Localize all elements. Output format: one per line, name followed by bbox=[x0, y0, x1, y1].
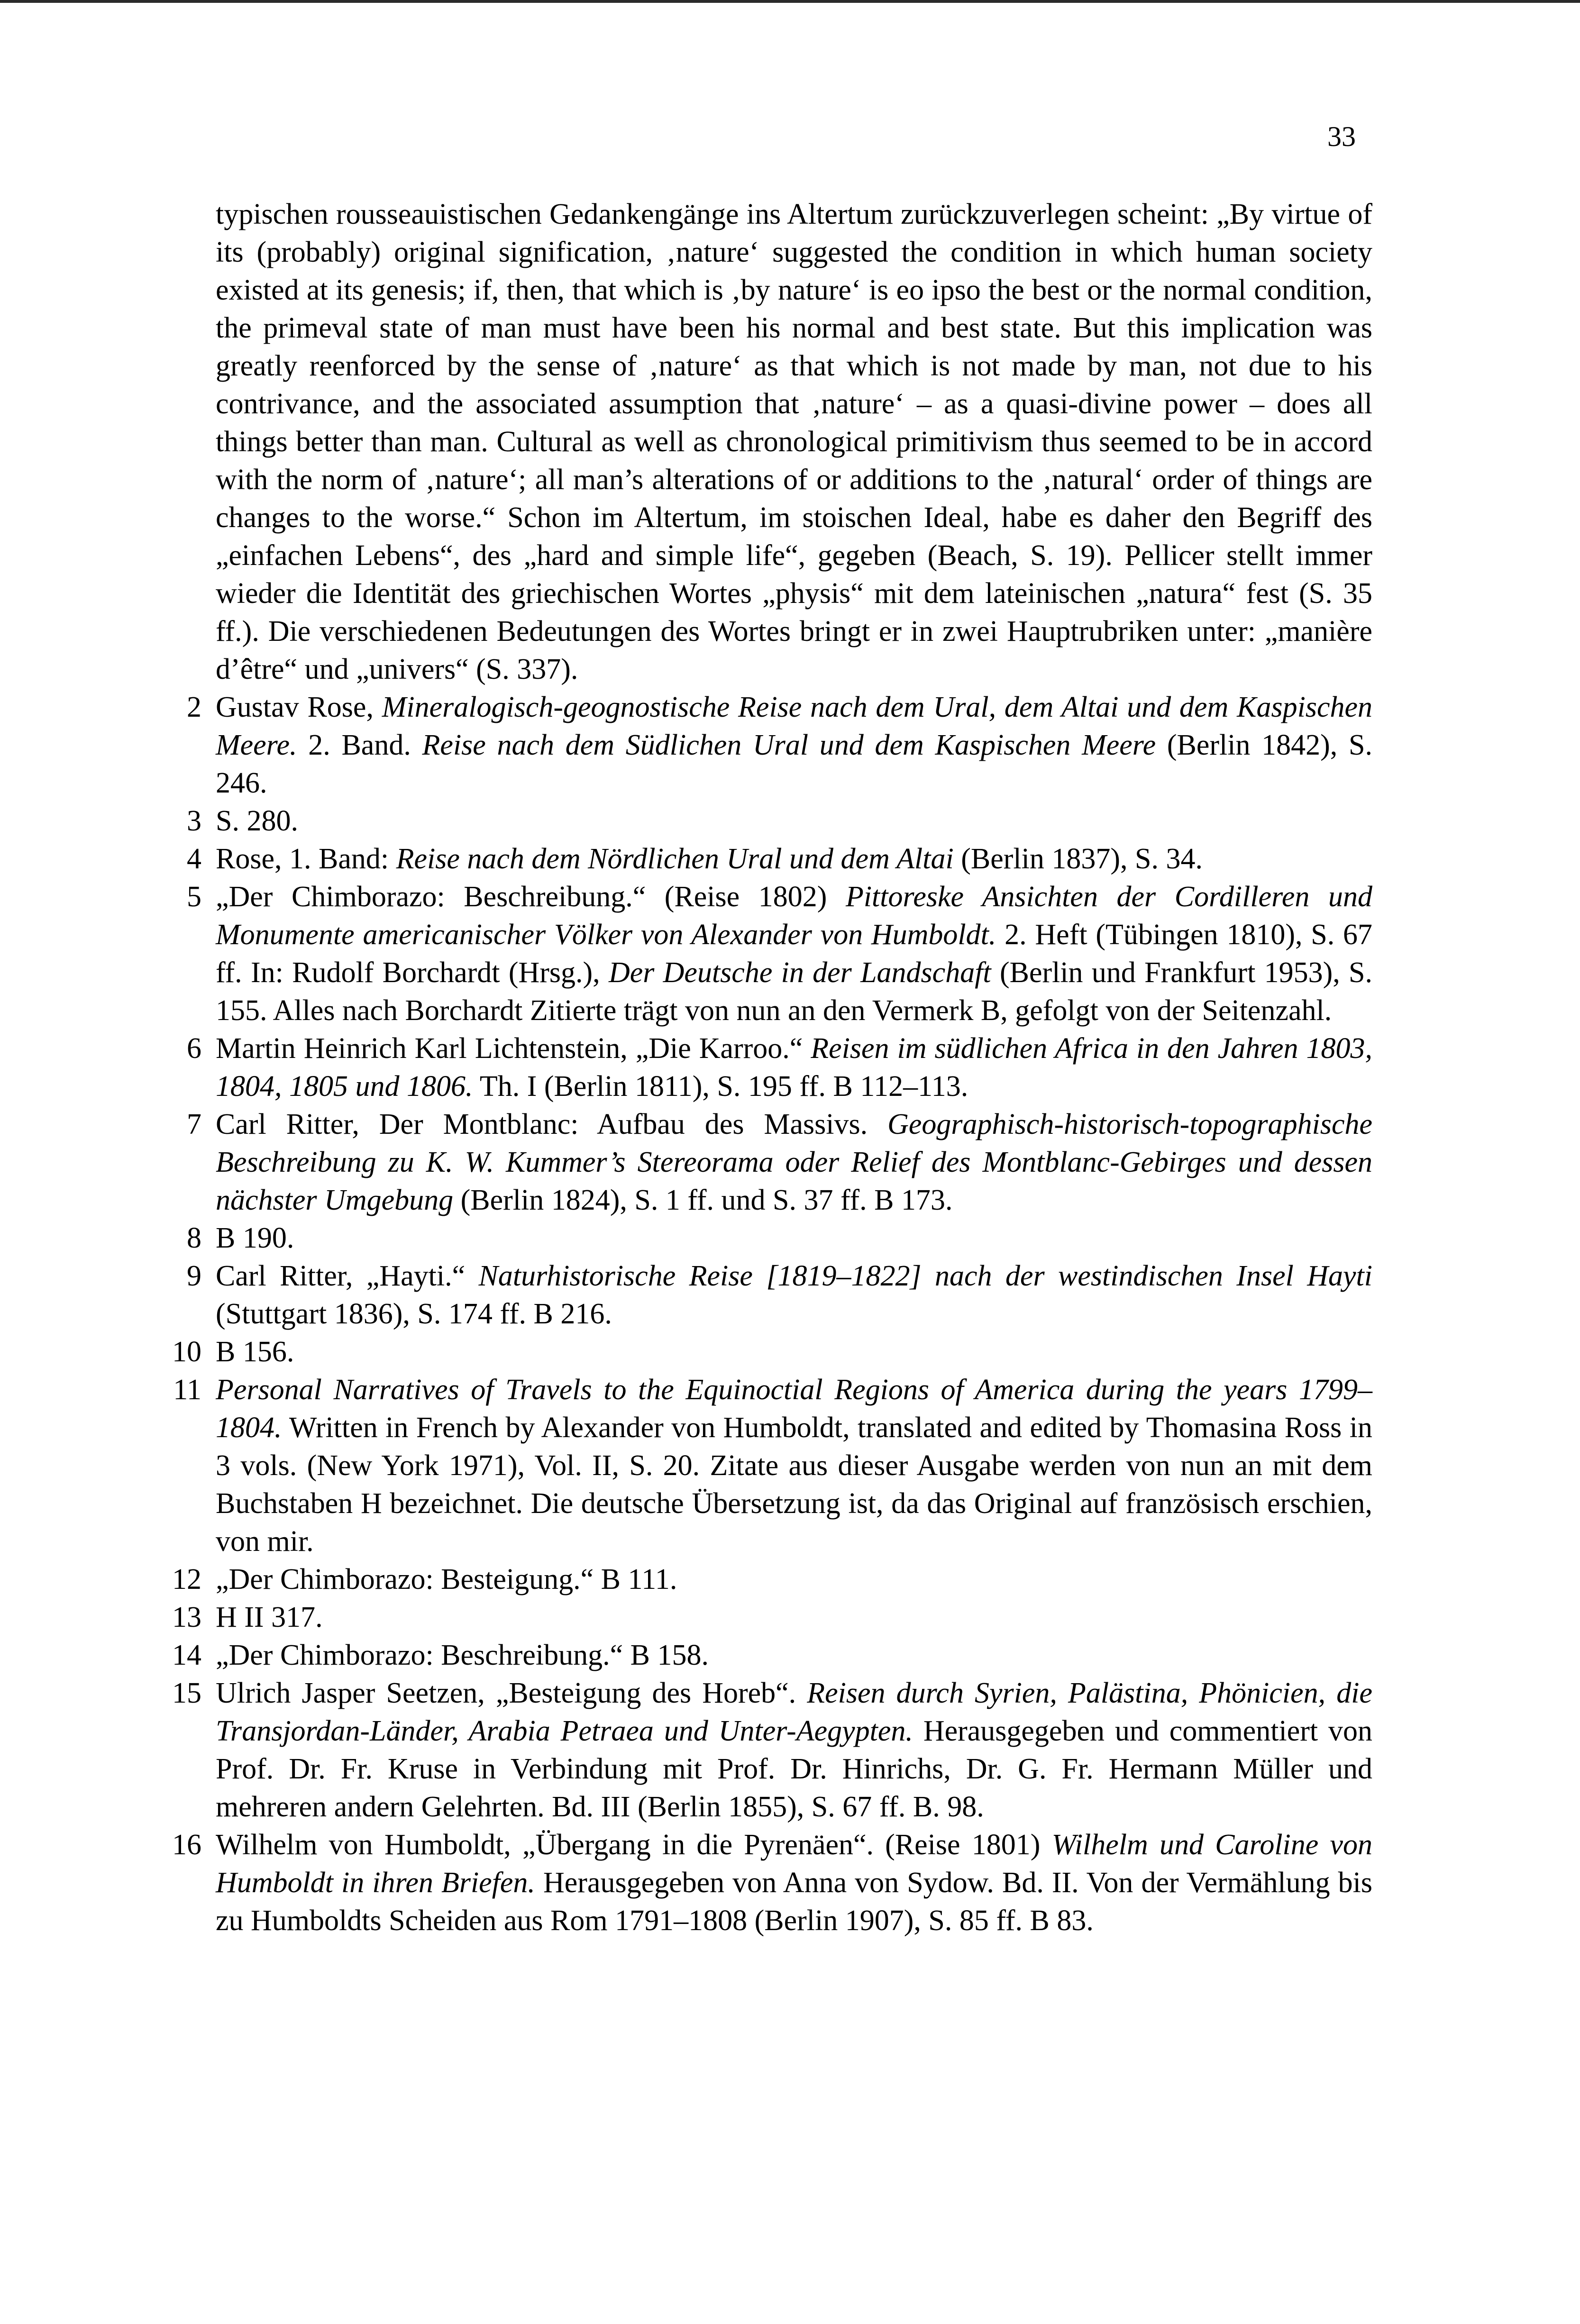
footnote-text bbox=[216, 1560, 1372, 1598]
footnote-text bbox=[216, 1219, 1372, 1257]
footnote-number: 5 bbox=[187, 881, 201, 913]
footnote-text-segment: Herausgegeben von Anna von Sydow. Bd. II. Von der Vermählung bis zu Humboldts Scheiden aus Rom 1791–1808 (Berlin 1907), S. 85 ff. B 83. bbox=[216, 1867, 1372, 1937]
footnote-title-italic: Reise nach dem Nördlichen Ural und dem Altai bbox=[396, 843, 954, 875]
footnote-title-italic: Reisen im südlichen Africa in den Jahren 1803, 1804, 1805 und 1806. bbox=[216, 1032, 1372, 1103]
footnote-text bbox=[216, 1674, 1372, 1826]
footnote-text-segment: (Berlin 1837), S. 34. bbox=[953, 843, 1203, 875]
footnote-text bbox=[216, 1333, 1372, 1371]
footnote-number: 13 bbox=[172, 1601, 201, 1633]
footnote-text bbox=[216, 688, 1372, 802]
footnote-number: 16 bbox=[172, 1829, 201, 1861]
footnote-item bbox=[187, 1030, 1372, 1105]
footnote-item bbox=[173, 1371, 1372, 1560]
footnote-text-segment: B 190. bbox=[216, 1222, 294, 1254]
footnote-item bbox=[172, 1598, 1372, 1636]
footnote-text-segment: B 156. bbox=[216, 1336, 294, 1368]
footnote-title-italic: Wilhelm und Caroline von Humboldt in ihren Briefen. bbox=[216, 1829, 1372, 1899]
footnote-text bbox=[216, 1105, 1372, 1219]
footnote-number: 7 bbox=[187, 1108, 201, 1140]
footnote-text-segment: „Der Chimborazo: Beschreibung.“ B 158. bbox=[216, 1639, 709, 1671]
footnote-number: 15 bbox=[172, 1677, 201, 1709]
footnote-text-segment: „Der Chimborazo: Besteigung.“ B 111. bbox=[216, 1563, 677, 1595]
footnote-item bbox=[187, 1257, 1372, 1333]
footnote-text-segment: Gustav Rose, bbox=[216, 691, 382, 723]
footnote-number: 6 bbox=[187, 1032, 201, 1065]
footnote-number: 8 bbox=[187, 1222, 201, 1254]
footnote-title-italic: Geographisch-historisch-topographische Beschreibung zu K. W. Kummer’s Stereorama oder Relief des Montblanc-Gebirges und dessen nächster Umgebung bbox=[216, 1108, 1372, 1216]
footnote-text-segment: Ulrich Jasper Seetzen, „Besteigung des Horeb“. bbox=[216, 1677, 807, 1709]
footnote-item bbox=[187, 1219, 1372, 1257]
footnote-item bbox=[172, 1636, 1372, 1674]
continued-footnote-text: typischen rousseauistischen Gedankengänge ins Altertum zurückzuverlegen scheint: „By virtue of its (probably) original signification, ‚nature‘ suggested the condition in which human society existed at its genesis; if, then, that which is ‚by nature‘ is eo ipso the best or the normal condition, the primeval state of man must have been his normal and best state. But this implication was greatly reenforced by the sense of ‚nature‘ as that which is not made by man, not due to his contrivance, and the associated assumption that ‚nature‘ – as a quasi-divine power – does all things better than man. Cultural as well as chronological primitivism thus seemed to be in accord with the norm of ‚nature‘; all man’s alterations of or additions to the ‚natural‘ order of things are changes to the worse.“ Schon im Altertum, im stoischen Ideal, habe es daher den Begriff des „einfachen Lebens“, des „hard and simple life“, gegeben (Beach, S. 19). Pellicer stellt immer wieder die Identität des griechischen Wortes „physis“ mit dem lateinischen „natura“ fest (S. 35 ff.). Die verschiedenen Bedeutungen des Wortes bringt er in zwei Hauptrubriken unter: „manière d’être“ und „univers“ (S. 337). bbox=[216, 198, 1372, 685]
footnote-text-segment: (Berlin und Frankfurt 1953), S. 155. Alles nach Borchardt Zitierte trägt von nun an den Vermerk B, gefolgt von der Seitenzahl. bbox=[216, 957, 1372, 1027]
footnote-item bbox=[187, 878, 1373, 1030]
footnote-number: 11 bbox=[173, 1374, 201, 1406]
footnote-column bbox=[172, 195, 1373, 1940]
footnote-text-segment: Herausgegeben und commentiert von Prof. Dr. Fr. Kruse in Verbindung mit Prof. Dr. Hinrichs, Dr. G. Fr. Hermann Müller und mehreren andern Gelehrten. Bd. III (Berlin 1855), S. 67 ff. B. 98. bbox=[216, 1715, 1372, 1823]
footnote-text-segment: Th. I (Berlin 1811), S. 195 ff. B 112–113. bbox=[473, 1070, 968, 1103]
footnote-item bbox=[172, 1826, 1372, 1940]
footnote-item bbox=[187, 688, 1373, 802]
footnote-text bbox=[216, 1826, 1372, 1940]
footnote-title-italic: Naturhistorische Reise [1819–1822] nach der westindischen Insel Hayti bbox=[478, 1260, 1372, 1292]
footnote-text-segment: „Der Chimborazo: Beschreibung.“ (Reise 1802) bbox=[216, 881, 846, 913]
footnote-number: 14 bbox=[172, 1639, 201, 1671]
footnote-text bbox=[216, 878, 1372, 1030]
footnote-text-segment: H II 317. bbox=[216, 1601, 323, 1633]
footnote-text bbox=[216, 1257, 1372, 1333]
footnote-item bbox=[187, 1105, 1372, 1219]
footnote-text-segment: Rose, 1. Band: bbox=[216, 843, 396, 875]
footnote-item bbox=[172, 1560, 1372, 1598]
footnote-item bbox=[172, 1674, 1372, 1826]
footnote-text-segment: Carl Ritter, „Hayti.“ bbox=[216, 1260, 479, 1292]
footnote-text-segment: Martin Heinrich Karl Lichtenstein, „Die Karroo.“ bbox=[216, 1032, 811, 1065]
footnote-text bbox=[216, 802, 1372, 840]
footnote-title-italic: Personal Narratives of Travels to the Equinoctial Regions of America during the years 1799–1804. bbox=[216, 1374, 1372, 1444]
footnote-number: 3 bbox=[187, 805, 201, 837]
footnote-number: 10 bbox=[172, 1336, 201, 1368]
footnote-text-segment: 2. Heft (Tübingen 1810), S. 67 ff. In: Rudolf Borchardt (Hrsg.), bbox=[216, 919, 1373, 989]
scan-top-edge bbox=[0, 0, 1580, 3]
footnote-title-italic: Reise nach dem Südlichen Ural und dem Kaspischen Meere bbox=[422, 729, 1156, 761]
footnote-text-segment: (Stuttgart 1836), S. 174 ff. B 216. bbox=[216, 1298, 612, 1330]
footnote-title-italic: Pittoreske Ansichten der Cordilleren und Monumente americanischer Völker von Alexander von Humboldt. bbox=[216, 881, 1372, 951]
footnote-text-segment: Wilhelm von Humboldt, „Übergang in die Pyrenäen“. (Reise 1801) bbox=[216, 1829, 1052, 1861]
footnote-item bbox=[187, 802, 1372, 840]
footnote-title-italic: Reisen durch Syrien, Palästina, Phönicien, die Transjordan-Länder, Arabia Petraea und Unter-Aegypten. bbox=[216, 1677, 1372, 1747]
page-number: 33 bbox=[1327, 121, 1356, 152]
footnote-text bbox=[216, 1598, 1372, 1636]
footnote-text-segment: (Berlin 1824), S. 1 ff. und S. 37 ff. B 173. bbox=[453, 1184, 953, 1216]
footnote-text-segment: (Berlin 1842), S. 246. bbox=[216, 729, 1373, 799]
footnote-number: 9 bbox=[187, 1260, 201, 1292]
footnote-text bbox=[216, 840, 1372, 878]
footnote-text bbox=[216, 1371, 1372, 1560]
footnote-title-italic: Der Deutsche in der Landschaft bbox=[608, 957, 991, 989]
footnote-number: 4 bbox=[187, 843, 201, 875]
footnote-text bbox=[216, 1030, 1372, 1105]
footnote-number: 2 bbox=[187, 691, 201, 723]
footnote-list bbox=[172, 688, 1373, 1940]
footnote-text-segment: 2. Band. bbox=[297, 729, 422, 761]
footnote-item bbox=[172, 1333, 1372, 1371]
footnote-item bbox=[187, 840, 1372, 878]
footnote-text bbox=[216, 1636, 1372, 1674]
footnote-text-segment: S. 280. bbox=[216, 805, 298, 837]
footnote-title-italic: Mineralogisch-geognostische Reise nach dem Ural, dem Altai und dem Kaspischen Meere. bbox=[216, 691, 1372, 761]
footnote-text-segment: Written in French by Alexander von Humboldt, translated and edited by Thomasina Ross in 3 vols. (New York 1971), Vol. II, S. 20. Zitate aus dieser Ausgabe werden von nun an mit dem Buchstaben H bezeichnet. Die deutsche Übersetzung ist, da das Original auf französisch erschien, von mir. bbox=[216, 1412, 1372, 1558]
footnote-number: 12 bbox=[172, 1563, 201, 1595]
footnote-text-segment: Carl Ritter, Der Montblanc: Aufbau des Massivs. bbox=[216, 1108, 888, 1140]
